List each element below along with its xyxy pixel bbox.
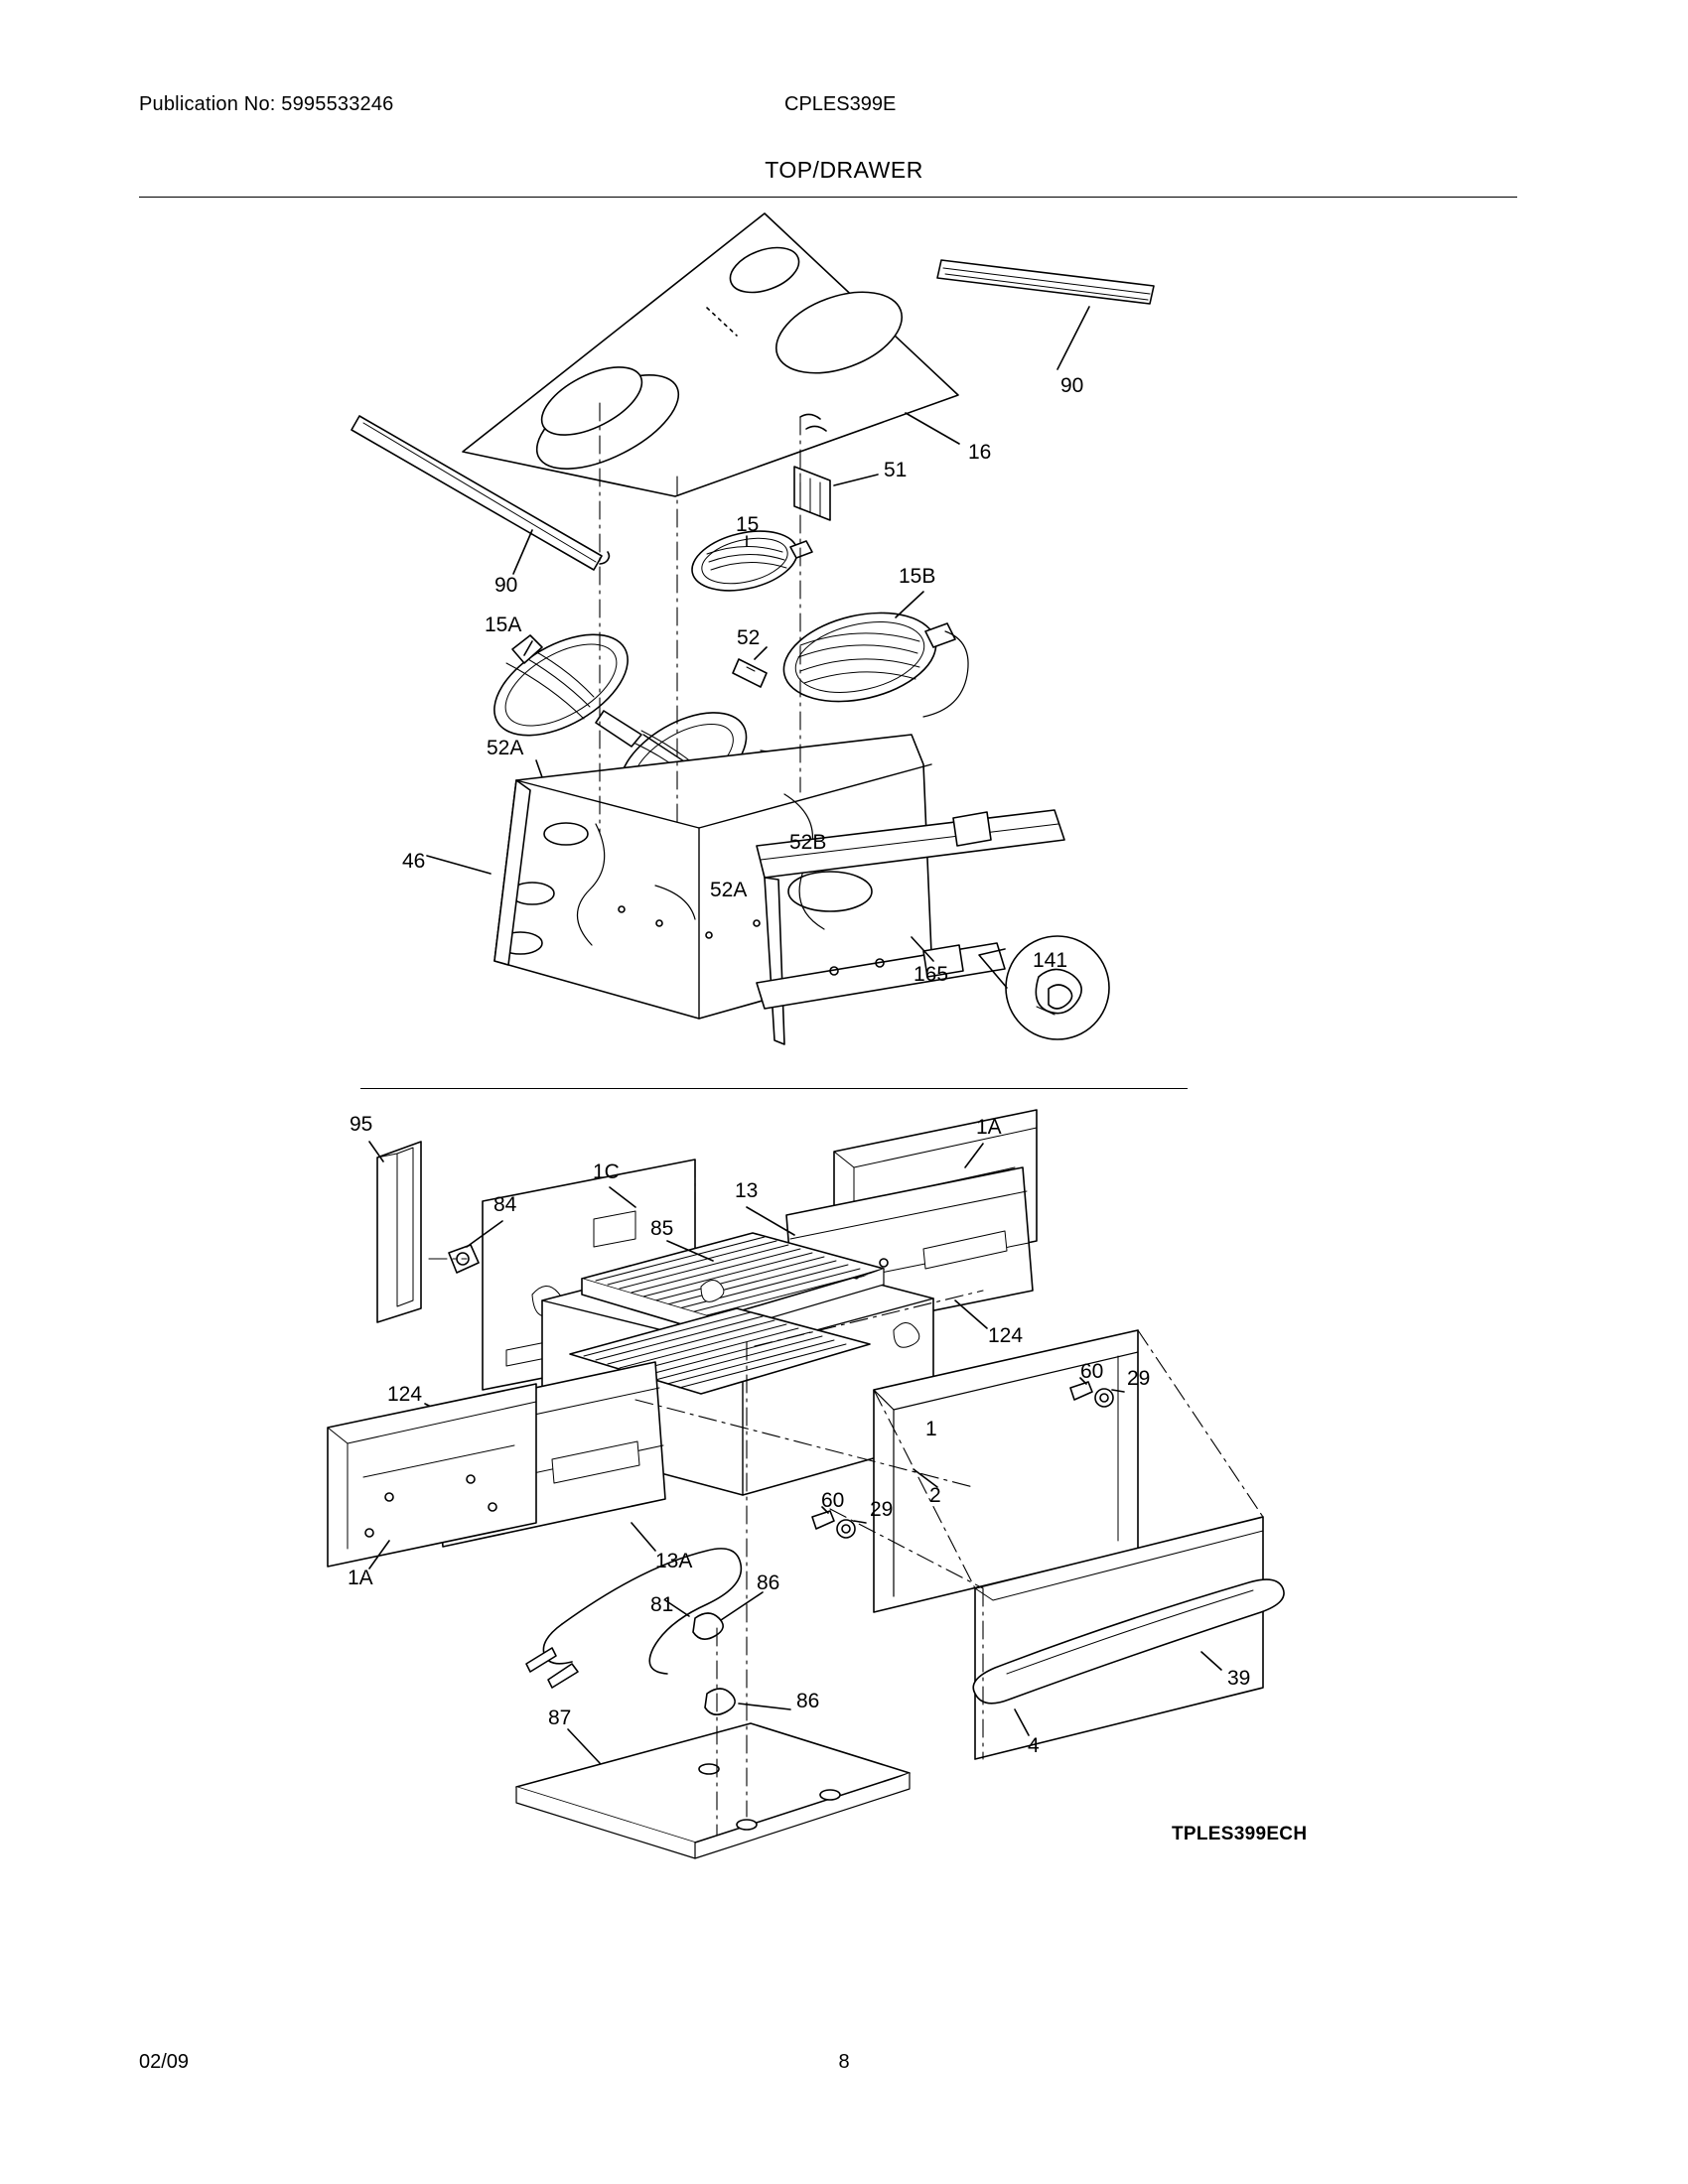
hardware-60-29-lower [812, 1511, 855, 1538]
callout-95: 95 [350, 1113, 373, 1136]
callout-52: 52 [737, 626, 761, 649]
callout-165: 165 [914, 963, 949, 986]
callout-29-upper: 29 [1127, 1367, 1151, 1390]
callout-124-left: 124 [387, 1383, 423, 1406]
heating-element-15B [775, 600, 969, 717]
callout-52B: 52B [789, 831, 827, 854]
callout-81: 81 [650, 1593, 674, 1616]
callout-1C: 1C [593, 1160, 620, 1183]
callout-84: 84 [493, 1193, 517, 1216]
callout-90-left: 90 [494, 574, 518, 597]
callout-39: 39 [1227, 1667, 1251, 1690]
slide-rail-1A-bottom-left [328, 1384, 536, 1567]
callout-15: 15 [736, 513, 760, 536]
callout-1A-bottom: 1A [348, 1567, 373, 1589]
callout-90-right: 90 [1060, 374, 1084, 397]
callout-60-upper: 60 [1080, 1360, 1104, 1383]
bracket-95 [377, 1142, 421, 1322]
leader-90-right [1057, 307, 1089, 369]
callout-29-lower: 29 [870, 1498, 894, 1521]
drawer-element-81 [526, 1549, 741, 1714]
leader-90-left [513, 530, 532, 574]
callout-51: 51 [884, 459, 908, 481]
leader-16 [906, 413, 959, 444]
callout-86-top: 86 [757, 1571, 780, 1594]
callout-16: 16 [968, 441, 992, 464]
drawer-bottom-pan-87 [516, 1723, 910, 1858]
callout-15B: 15B [899, 565, 936, 588]
leader-15B [896, 592, 923, 617]
leader-13A [632, 1523, 655, 1551]
terminal-52 [733, 659, 767, 687]
callout-86-bottom: 86 [796, 1690, 820, 1712]
trim-strip-right [937, 260, 1154, 304]
callout-1A-top: 1A [976, 1116, 1002, 1139]
leader-46 [427, 856, 491, 874]
leader-29-lower [854, 1521, 866, 1523]
drawing-code: TPLES399ECH [1172, 1824, 1308, 1844]
callout-52A-inner: 52A [710, 879, 748, 901]
callout-141: 141 [1033, 949, 1068, 972]
callout-87: 87 [548, 1706, 572, 1729]
leader-86-top [721, 1592, 763, 1620]
callout-15A: 15A [485, 614, 522, 636]
callout-13A: 13A [655, 1550, 693, 1572]
leader-51 [834, 475, 878, 485]
callout-4: 4 [1028, 1734, 1040, 1757]
callout-60-lower: 60 [821, 1489, 845, 1512]
publication-number: Publication No: 5995533246 [139, 93, 394, 115]
callout-85: 85 [650, 1217, 674, 1240]
footer-date: 02/09 [139, 2051, 190, 2073]
model-number: CPLES399E [784, 93, 897, 115]
leader-87 [568, 1729, 600, 1763]
callout-13: 13 [735, 1179, 759, 1202]
connector-block-51 [794, 467, 830, 520]
callout-52A-left: 52A [487, 737, 524, 759]
footer-page-number: 8 [838, 2051, 850, 2073]
page-title: TOP/DRAWER [765, 157, 923, 183]
callout-2: 2 [929, 1484, 941, 1507]
leader-124-right [955, 1300, 987, 1328]
cooktop-glass-panel [463, 213, 958, 496]
callout-46: 46 [402, 850, 426, 873]
callout-1: 1 [925, 1418, 937, 1440]
leader-95 [369, 1142, 383, 1161]
callout-124-right: 124 [988, 1324, 1024, 1347]
